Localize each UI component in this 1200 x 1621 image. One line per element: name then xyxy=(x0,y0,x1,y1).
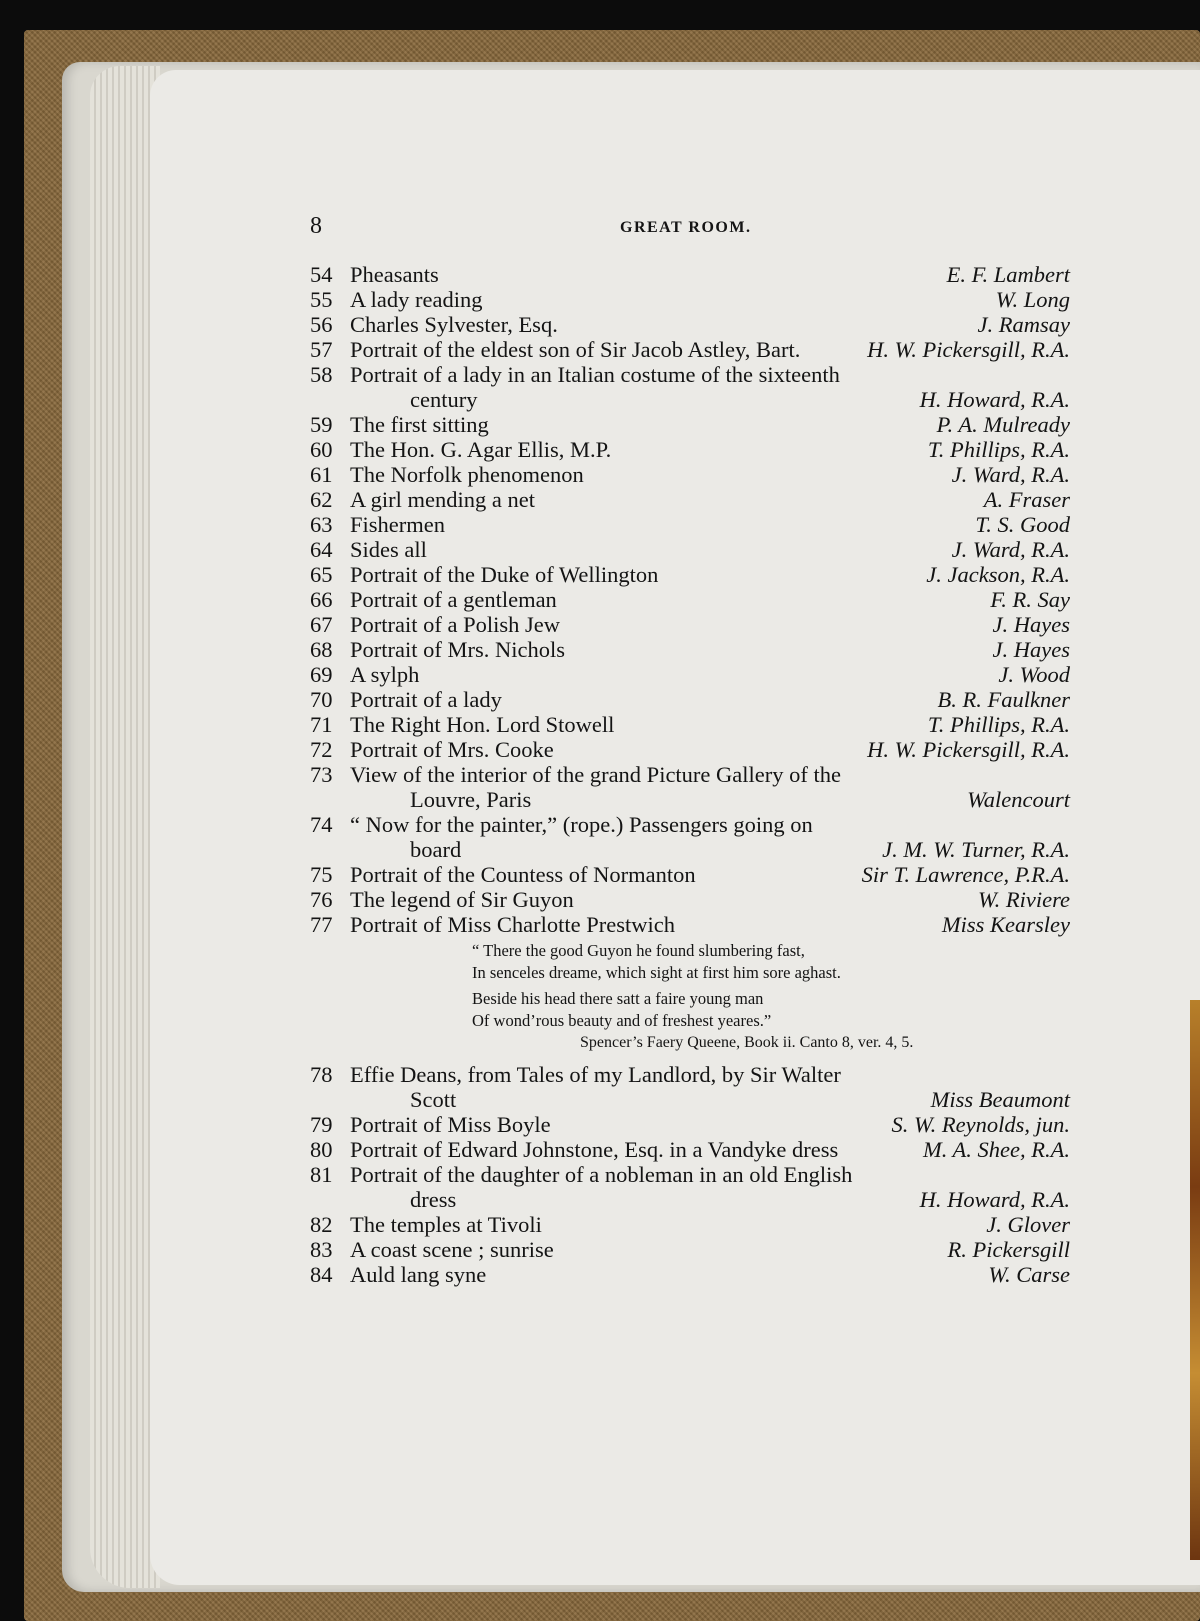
entry-number: 57 xyxy=(310,337,333,362)
entry-number: 74 xyxy=(310,812,333,837)
entry-artist: E. F. Lambert xyxy=(946,262,1070,287)
entry-number: 59 xyxy=(310,412,333,437)
catalogue-entry xyxy=(310,1112,1070,1137)
entry-title: Portrait of a lady in an Italian costume of the sixteenth xyxy=(350,362,840,387)
entry-number: 69 xyxy=(310,662,333,687)
page-header xyxy=(310,213,1070,243)
entry-number: 81 xyxy=(310,1162,333,1187)
entry-title: A sylph xyxy=(350,662,420,687)
entry-number: 71 xyxy=(310,712,333,737)
entry-artist: J. Ramsay xyxy=(977,312,1070,337)
entry-number: 65 xyxy=(310,562,333,587)
catalogue-entry xyxy=(310,887,1070,912)
quote-line-4: Of wond’rous beauty and of freshest yeares.” xyxy=(472,1011,772,1030)
entry-artist: J. Hayes xyxy=(992,637,1070,662)
entry-title: The Right Hon. Lord Stowell xyxy=(350,712,615,737)
entry-artist: Miss Beaumont xyxy=(930,1087,1070,1112)
entry-title: View of the interior of the grand Picture Gallery of the xyxy=(350,762,841,787)
entry-artist: R. Pickersgill xyxy=(947,1237,1070,1262)
quote-citation: Spencer’s Faery Queene, Book ii. Canto 8, ver. 4, 5. xyxy=(580,1034,914,1051)
entry-title: Portrait of a Polish Jew xyxy=(350,612,560,637)
entry-artist: Sir T. Lawrence, P.R.A. xyxy=(861,862,1070,887)
entry-number: 63 xyxy=(310,512,333,537)
catalogue-entry xyxy=(310,762,1070,812)
catalogue-entry xyxy=(310,287,1070,312)
entry-title: Portrait of the Countess of Normanton xyxy=(350,862,696,887)
entry-number: 82 xyxy=(310,1212,333,1237)
entry-number: 64 xyxy=(310,537,333,562)
entry-artist: J. M. W. Turner, R.A. xyxy=(882,837,1070,862)
entry-title-continued: century xyxy=(410,387,478,412)
entry-title: Sides all xyxy=(350,537,427,562)
spine-ribbon xyxy=(1190,1000,1200,1560)
entry-title-continued: board xyxy=(410,837,462,862)
entry-number: 62 xyxy=(310,487,333,512)
entry-number: 83 xyxy=(310,1237,333,1262)
page-number: 8 xyxy=(310,213,322,239)
entry-title: Auld lang syne xyxy=(350,1262,487,1287)
catalogue-entry xyxy=(310,1137,1070,1162)
entry-title: Portrait of a gentleman xyxy=(350,587,557,612)
catalogue-entry xyxy=(310,262,1070,287)
entry-title: A lady reading xyxy=(350,287,483,312)
catalogue-entry xyxy=(310,712,1070,737)
catalogue-entry xyxy=(310,512,1070,537)
entry-artist: Walencourt xyxy=(967,787,1070,812)
entry-number: 76 xyxy=(310,887,333,912)
entry-number: 54 xyxy=(310,262,333,287)
entry-number: 58 xyxy=(310,362,333,387)
entry-number: 56 xyxy=(310,312,333,337)
entry-number: 72 xyxy=(310,737,333,762)
entry-title: Portrait of Mrs. Nichols xyxy=(350,637,565,662)
entry-title: Fishermen xyxy=(350,512,445,537)
entry-title: Portrait of Mrs. Cooke xyxy=(350,737,554,762)
catalogue-entry xyxy=(310,687,1070,712)
entry-number: 55 xyxy=(310,287,333,312)
entry-artist: J. Wood xyxy=(998,662,1070,687)
catalogue-entry xyxy=(310,537,1070,562)
entry-title: Charles Sylvester, Esq. xyxy=(350,312,558,337)
entry-artist: T. S. Good xyxy=(975,512,1070,537)
entry-artist: W. Riviere xyxy=(977,887,1070,912)
quote-line-1: “ There the good Guyon he found slumbering fast, xyxy=(472,941,805,960)
entry-artist: B. R. Faulkner xyxy=(937,687,1070,712)
entry-artist: J. Ward, R.A. xyxy=(951,462,1070,487)
catalogue-entry xyxy=(310,1262,1070,1287)
catalogue-entry xyxy=(310,662,1070,687)
entry-number: 68 xyxy=(310,637,333,662)
entry-number: 77 xyxy=(310,912,333,937)
entry-title: The Norfolk phenomenon xyxy=(350,462,584,487)
entry-number: 70 xyxy=(310,687,333,712)
quote-line-3: Beside his head there satt a faire young man xyxy=(472,989,764,1008)
entry-title: A coast scene ; sunrise xyxy=(350,1237,554,1262)
catalogue-entry xyxy=(310,362,1070,412)
entry-title: Portrait of Miss Charlotte Prestwich xyxy=(350,912,675,937)
catalogue-entry xyxy=(310,462,1070,487)
catalogue-entry xyxy=(310,412,1070,437)
catalogue-entry xyxy=(310,312,1070,337)
catalogue-entry xyxy=(310,337,1070,362)
entry-number: 61 xyxy=(310,462,333,487)
catalogue-entry xyxy=(310,487,1070,512)
entry-title: Portrait of the eldest son of Sir Jacob Astley, Bart. xyxy=(350,337,801,362)
entry-artist: J. Hayes xyxy=(992,612,1070,637)
entry-number: 67 xyxy=(310,612,333,637)
entry-title: Effie Deans, from Tales of my Landlord, by Sir Walter xyxy=(350,1062,841,1087)
entry-number: 84 xyxy=(310,1262,333,1287)
entry-title: Portrait of a lady xyxy=(350,687,502,712)
catalogue-entry xyxy=(310,1237,1070,1262)
catalogue-entry xyxy=(310,437,1070,462)
entry-title: Portrait of the daughter of a nobleman in an old English xyxy=(350,1162,853,1187)
entry-artist: S. W. Reynolds, jun. xyxy=(891,1112,1070,1137)
entry-number: 80 xyxy=(310,1137,333,1162)
entry-number: 73 xyxy=(310,762,333,787)
entry-artist: J. Ward, R.A. xyxy=(951,537,1070,562)
catalogue-entry xyxy=(310,737,1070,762)
entry-artist: H. Howard, R.A. xyxy=(919,1187,1070,1212)
running-head: GREAT ROOM. xyxy=(620,219,752,236)
entry-artist: M. A. Shee, R.A. xyxy=(922,1137,1070,1162)
entry-title: The Hon. G. Agar Ellis, M.P. xyxy=(350,437,612,462)
entry-title: The temples at Tivoli xyxy=(350,1212,542,1237)
catalogue-entry xyxy=(310,862,1070,887)
entry-artist: J. Glover xyxy=(986,1212,1070,1237)
entry-artist: P. A. Mulready xyxy=(936,412,1070,437)
entry-number: 75 xyxy=(310,862,333,887)
catalogue-entry xyxy=(310,1062,1070,1112)
entry-title: Pheasants xyxy=(350,262,439,287)
entry-artist: F. R. Say xyxy=(990,587,1070,612)
entry-artist: J. Jackson, R.A. xyxy=(926,562,1070,587)
entry-title: “ Now for the painter,” (rope.) Passengers going on xyxy=(350,812,813,837)
entry-title: The first sitting xyxy=(350,412,489,437)
entry-title-continued: dress xyxy=(410,1187,457,1212)
entry-artist: T. Phillips, R.A. xyxy=(927,712,1070,737)
catalogue-entry xyxy=(310,612,1070,637)
entry-artist: H. W. Pickersgill, R.A. xyxy=(867,737,1070,762)
catalogue-entry xyxy=(310,912,1070,937)
entry-title-continued: Louvre, Paris xyxy=(410,787,532,812)
entry-number: 66 xyxy=(310,587,333,612)
entry-artist: Miss Kearsley xyxy=(941,912,1070,937)
entry-title-continued: Scott xyxy=(410,1087,457,1112)
catalogue-entry xyxy=(310,1212,1070,1237)
entry-title: Portrait of the Duke of Wellington xyxy=(350,562,659,587)
entry-artist: W. Long xyxy=(995,287,1070,312)
entry-number: 78 xyxy=(310,1062,333,1087)
entry-artist: H. Howard, R.A. xyxy=(919,387,1070,412)
entry-title: Portrait of Miss Boyle xyxy=(350,1112,551,1137)
entry-artist: H. W. Pickersgill, R.A. xyxy=(867,337,1070,362)
entry-artist: W. Carse xyxy=(988,1262,1070,1287)
catalogue-entry xyxy=(310,1162,1070,1212)
entry-number: 79 xyxy=(310,1112,333,1137)
catalogue-entry xyxy=(310,812,1070,862)
catalogue-entry xyxy=(310,637,1070,662)
entry-title: Portrait of Edward Johnstone, Esq. in a Vandyke dress xyxy=(350,1137,839,1162)
catalogue-entry xyxy=(310,562,1070,587)
entry-artist: A. Fraser xyxy=(983,487,1070,512)
entry-title: A girl mending a net xyxy=(350,487,535,512)
entry-title: The legend of Sir Guyon xyxy=(350,887,574,912)
catalogue-entry xyxy=(310,587,1070,612)
quote-line-2: In senceles dreame, which sight at first him sore aghast. xyxy=(472,963,841,982)
entry-number: 60 xyxy=(310,437,333,462)
entry-artist: T. Phillips, R.A. xyxy=(927,437,1070,462)
